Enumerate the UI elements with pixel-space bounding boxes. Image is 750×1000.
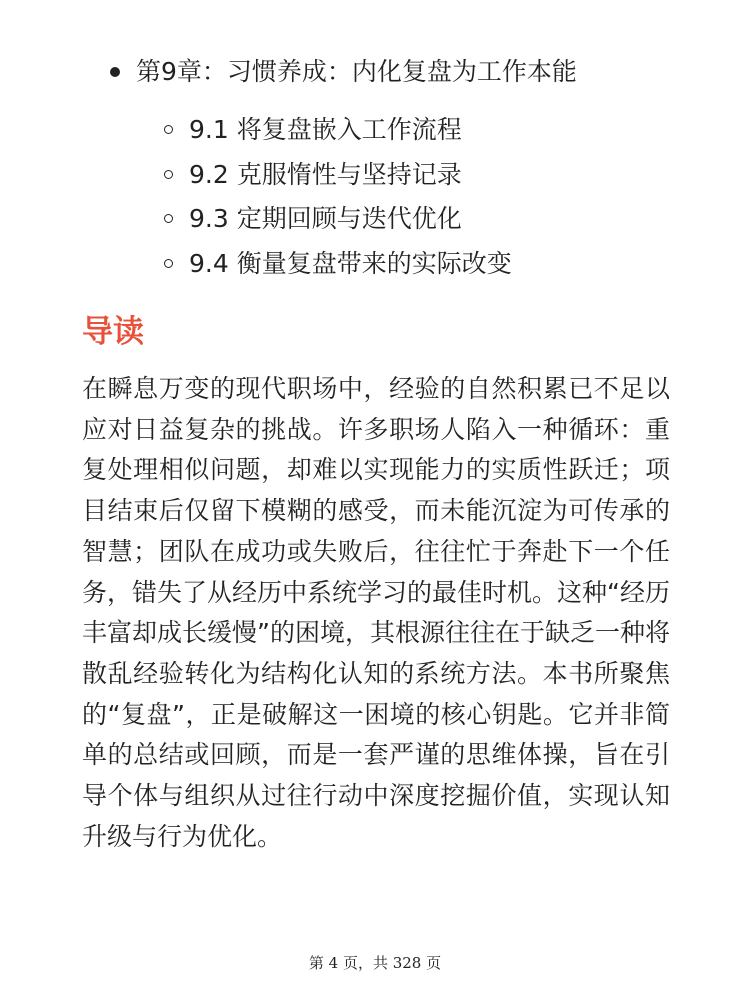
circle-bullet-icon (164, 259, 173, 268)
section-label: 9.3 定期回顾与迭代优化 (189, 204, 462, 233)
section-label: 9.2 克服惰性与坚持记录 (189, 159, 462, 189)
circle-bullet-icon (164, 170, 173, 179)
section-label: 9.4 衡量复盘带来的实际改变 (189, 248, 512, 278)
chapter-title: 第9章：习惯养成：内化复盘为工作本能 (136, 57, 577, 86)
intro-paragraph: 在瞬息万变的现代职场中，经验的自然积累已不足以应对日益复杂的挑战。许多职场人陷入一种循环：重复处理相似问题，却难以实现能力的实质性跃迁；项目结束后仅留下模糊的感受，而未能沉淀为可传承的智慧；团队在成功或失败后，往往忙于奔赴下一个任务，错失了从经历中系统学习的最佳时机。这种“经历丰富却成长缓慢”的困境，其根源往往在于缺乏一种将散乱经验转化为结构化认知的系统方法。本书所聚焦的“复盘”，正是破解这一困境的核心钥匙。它并非简单的总结或回顾，而是一套严谨的思维体操，旨在引导个体与组织从过往行动中深度挖掘价值，实现认知升级与行为优化。 (82, 374, 670, 851)
section-item-9-2 (0, 153, 750, 198)
section-label: 9.1 将复盘嵌入工作流程 (189, 115, 462, 144)
section-list (0, 108, 750, 286)
chapter-item (0, 52, 750, 92)
section-item-9-4 (0, 242, 750, 287)
chapter-list (0, 52, 750, 92)
circle-bullet-icon (164, 125, 173, 134)
disc-bullet-icon (110, 67, 120, 77)
section-item-9-3 (0, 197, 750, 242)
intro-heading: 导读 (82, 314, 144, 350)
page-indicator: 第 4 页，共 328 页 (308, 954, 442, 972)
section-item-9-1 (0, 108, 750, 153)
circle-bullet-icon (164, 214, 173, 223)
